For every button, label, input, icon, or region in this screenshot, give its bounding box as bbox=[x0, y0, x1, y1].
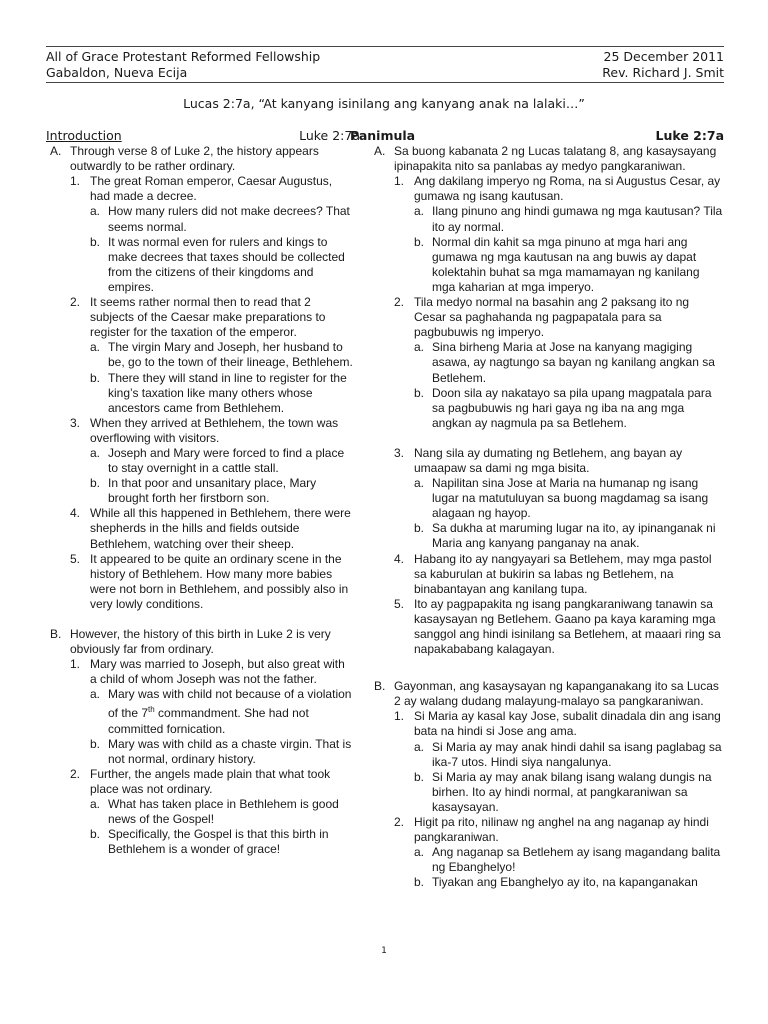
outline-subpoint: 3. Nang sila ay dumating ng Betlehem, ang bayan ay umaapaw sa dami ng mga bisita. a. Napilitan sina Jose at Maria na humanap ng isang lugar na matutuluyan sa buong magdamag sa isang alagaan ng hayop. b. Sa dukha at maruming lugar na ito, ay ipinanganak ni Maria ang kanyang panganay na anak. bbox=[394, 446, 724, 552]
outline-point-a: A. Sa buong kabanata 2 ng Lucas talatang 8, ang kasaysayang ipinapakita nito sa panlabas ay medyo pangkaraniwan. 1. Ang dakilang imperyo ng Roma, na si Augustus Cesar, ay gumawa ng isang kautusan. a. Ilang pinuno ang hindi gumawa ng mga kautusan? Tila ito ay normal. b. Normal din kahit sa mga pinuno at mga hari ang gumawa ng mga kautusan na ang buwis ay dapat kolektahin buhat sa mga mamamayan ng kanilang mga kaharian at mga imperyo. 2. Tila medyo normal na basahin ang 2 paksang ito ng Cesar sa paghahanda ng pagpapatala para sa pagbubuwis ng imperyo. a. Sina birheng Maria at Jose na kanyang magiging asawa, ay nagtungo sa bayan ng kanilang angkan sa Betlehem. b. Doon sila ay nakatayo sa pila upang magpatala para sa pagbubuwis ng hari gaya ng iba na ang mga angkan ay nagmula pa sa Betlehem. 3. Nang sila ay dumating ng Betlehem, ang bayan ay umaapaw sa dami ng mga bisita. a. Napilitan sina Jose at Maria na humanap ng isang lugar na matutuluyan sa buong magdamag sa isang alagaan ng hayop. b. Sa dukha at maruming lugar na ito, ay ipinanganak ni Maria ang kanyang panganay na anak. 4. Habang ito ay nangyayari sa Betlehem, may mga pastol sa kaburulan at bukirin sa labas ng Betlehem, na binabantayan ang kanilang tupa. 5. Ito ay pagpapakita ng isang pangkaraniwang tanawin sa kasaysayan ng Betlehem. Gaano pa kaya karaming mga sanggol ang hindi isinilang sa Betlehem, at maaari ring sa napakababang kalagayan. bbox=[374, 144, 723, 657]
outline-detail: a. Mary was with child not because of a violation of the 7th commandment. She had not committed fornication. bbox=[90, 687, 352, 736]
outline-detail: b. Mary was with child as a chaste virgin. That is not normal, ordinary history. bbox=[90, 736, 352, 766]
english-heading-row bbox=[46, 128, 360, 143]
outline-subpoint: 2. Tila medyo normal na basahin ang 2 paksang ito ng Cesar sa paghahanda ng pagpapatala para sa pagbubuwis ng imperyo. a. Sina birheng Maria at Jose na kanyang magiging asawa, ay nagtungo sa bayan ng kanilang angkan sa Betlehem. b. Doon sila ay nakatayo sa pila upang magpatala para sa pagbubuwis ng hari gaya ng iba na ang mga angkan ay nagmula pa sa Betlehem. bbox=[394, 295, 724, 431]
header-bottom-rule bbox=[46, 82, 724, 83]
outline-detail: b. Specifically, the Gospel is that this birth in Bethlehem is a wonder of grace! bbox=[90, 827, 329, 857]
header-place: Gabaldon, Nueva Ecija bbox=[46, 65, 188, 80]
outline-detail: a. The virgin Mary and Joseph, her husband to be, go to the town of their lineage, Bethlehem. bbox=[90, 340, 353, 370]
tagalog-column bbox=[350, 128, 724, 891]
outline-subpoint: 2. It seems rather normal then to read that 2 subjects of the Caesar make preparations to register for the taxation of the emperor. a. The virgin Mary and Joseph, her husband to be, go to the town of their lineage, Bethlehem. b. There they will stand in line to register for the king’s taxation like many others whose ancestors came from Bethlehem. bbox=[70, 295, 353, 415]
tagalog-heading: Panimula bbox=[350, 128, 416, 143]
outline-subpoint: 1. Si Maria ay kasal kay Jose, subalit dinadala din ang isang bata na hindi si Jose ang ama. a. Si Maria ay may anak hindi dahil sa isang paglabag sa ika-7 utos. Hindi siya nangalunya. b. Si Maria ay may anak bilang isang walang dungis na birhen. Ito ay hindi normal, at pangkaraniwan sa kasaysayan. bbox=[394, 709, 724, 815]
outline-point-text: Through verse 8 of Luke 2, the history appears outwardly to be rather ordinary. bbox=[70, 144, 319, 174]
sermon-title: Lucas 2:7a, “At kanyang isinilang ang kanyang anak na lalaki…” bbox=[183, 96, 585, 111]
outline-detail: a. Ang naganap sa Betlehem ay isang magandang balita ng Ebanghelyo! bbox=[414, 845, 721, 875]
outline-detail: b. Normal din kahit sa mga pinuno at mga hari ang gumawa ng mga kautusan na ang buwis ay dapat kolektahin buhat sa mga mamamayan ng kanilang mga kaharian at mga imperyo. bbox=[414, 234, 700, 294]
outline-detail: a. Napilitan sina Jose at Maria na humanap ng isang lugar na matutuluyan sa buong magdamag sa isang alagaan ng hayop. bbox=[414, 476, 709, 521]
outline-subpoint: 1. Ang dakilang imperyo ng Roma, na si Augustus Cesar, ay gumawa ng isang kautusan. a. Ilang pinuno ang hindi gumawa ng mga kautusan? Tila ito ay normal. b. Normal din kahit sa mga pinuno at mga hari ang gumawa ng mga kautusan na ang buwis ay dapat kolektahin buhat sa mga mamamayan ng kanilang mga kaharian at mga imperyo. bbox=[394, 174, 723, 294]
english-column bbox=[46, 128, 360, 857]
outline-detail: b. Sa dukha at maruming lugar na ito, ay ipinanganak ni Maria ang kanyang panganay na anak. bbox=[414, 521, 716, 551]
header-org: All of Grace Protestant Reformed Fellowship bbox=[46, 49, 321, 64]
outline-point-text: Gayonman, ang kasaysayan ng kapanganakang ito sa Lucas 2 ay walang dudang malayung-malayo sa pangkaraniwan. bbox=[394, 679, 719, 709]
outline-detail: a. Joseph and Mary were forced to find a place to stay overnight in a cattle stall. bbox=[90, 445, 345, 476]
outline-detail: a. Si Maria ay may anak hindi dahil sa isang paglabag sa ika-7 utos. Hindi siya nangalunya. bbox=[414, 739, 722, 769]
outline-point-text: Sa buong kabanata 2 ng Lucas talatang 8, ang kasaysayang ipinapakita nito sa panlabas ay medyo pangkaraniwan. bbox=[394, 144, 717, 174]
page-number: 1 bbox=[381, 946, 387, 956]
outline-detail: b. In that poor and unsanitary place, Mary brought forth her firstborn son. bbox=[90, 476, 317, 506]
header-author: Rev. Richard J. Smit bbox=[602, 65, 724, 80]
outline-detail: b. Si Maria ay may anak bilang isang walang dungis na birhen. Ito ay hindi normal, at pangkaraniwan sa kasaysayan. bbox=[414, 769, 712, 814]
outline-subpoint: 4. While all this happened in Bethlehem, there were shepherds in the hills and fields outside Bethlehem, watching over their sheep. bbox=[70, 506, 351, 551]
outline-point-b: B. However, the history of this birth in Luke 2 is very obviously far from ordinary. 1. Mary was married to Joseph, but also great with a child of whom Joseph was not the father. a. Mary was with child not because of a violation of the 7th commandment. She had not committed fornication. b. Mary was with child as a chaste virgin. That is not normal, ordinary history. 2. Further, the angels made plain that what took place was not ordinary. a. What has taken place in Bethlehem is good news of the Gospel! b. Specifically, the Gospel is that this birth in Bethlehem is a wonder of grace! bbox=[46, 627, 354, 857]
outline-detail: a. What has taken place in Bethlehem is good news of the Gospel! bbox=[90, 797, 339, 827]
outline-subpoint: 1. The great Roman emperor, Caesar Augustus, had made a decree. a. How many rulers did not make decrees? That seems normal. b. It was normal even for rulers and kings to make decrees that taxes should be collected from the citizens of their kingdoms and empires. bbox=[70, 174, 354, 295]
outline-subpoint: 2. Higit pa rito, nilinaw ng anghel na ang naganap ay hindi pangkaraniwan. a. Ang naganap sa Betlehem ay isang magandang balita ng Ebanghelyo! b. Tiyakan ang Ebanghelyo ay ito, na kapanganakan bbox=[394, 815, 724, 890]
outline-subpoint: 5. It appeared to be quite an ordinary scene in the history of Bethlehem. How many more babies were not born in Bethlehem, and possibly also in very lowly conditions. bbox=[70, 551, 349, 611]
outline-detail: b. It was normal even for rulers and kings to make decrees that taxes should be collected from the citizens of their kingdoms and empires. bbox=[90, 234, 345, 294]
outline-point-text: However, the history of this birth in Luke 2 is very obviously far from ordinary. bbox=[70, 627, 331, 657]
header-top-rule bbox=[46, 46, 724, 47]
outline-subpoint: 3. When they arrived at Bethlehem, the town was overflowing with visitors. a. Joseph and Mary were forced to find a place to stay overnight in a cattle stall. b. In that poor and unsanitary place, Mary brought forth her firstborn son. bbox=[70, 416, 354, 507]
outline-detail: a. Ilang pinuno ang hindi gumawa ng mga kautusan? Tila ito ay normal. bbox=[414, 204, 723, 234]
outline-subpoint: 2. Further, the angels made plain that what took place was not ordinary. a. What has taken place in Bethlehem is good news of the Gospel! b. Specifically, the Gospel is that this birth in Bethlehem is a wonder of grace! bbox=[70, 767, 354, 858]
outline-subpoint: 5. Ito ay pagpapakita ng isang pangkaraniwang tanawin sa kasaysayan ng Betlehem. Gaano pa kaya karaming mga sanggol ang hindi isinilang sa Betlehem, at maaari ring sa napakababang kalagayan. bbox=[394, 596, 721, 657]
outline-point-a: A. Through verse 8 of Luke 2, the history appears outwardly to be rather ordinary. 1. The great Roman emperor, Caesar Augustus, had made a decree. a. How many rulers did not make decrees? That seems normal. b. It was normal even for rulers and kings to make decrees that taxes should be collected from the citizens of their kingdoms and empires. 2. It seems rather normal then to read that 2 subjects of the Caesar make preparations to register for the taxation of the emperor. a. The virgin Mary and Joseph, her husband to be, go to the town of their lineage, Bethlehem. b. There they will stand in line to register for the king’s taxation like many others whose ancestors came from Bethlehem. 3. When they arrived at Bethlehem, the town was overflowing with visitors. a. Joseph and Mary were forced to find a place to stay overnight in a cattle stall. b. In that poor and unsanitary place, Mary brought forth her firstborn son. 4. While all this happened in Bethlehem, there were shepherds in the hills and fields outside Bethlehem, watching over their sheep. 5. It appeared to be quite an ordinary scene in the history of Bethlehem. How many more babies were not born in Bethlehem, and possibly also in very lowly conditions. bbox=[50, 144, 353, 611]
outline-detail: b. Tiyakan ang Ebanghelyo ay ito, na kapanganakan bbox=[414, 875, 698, 890]
spacer bbox=[46, 612, 354, 627]
outline-subpoint: 1. Mary was married to Joseph, but also great with a child of whom Joseph was not the father. a. Mary was with child not because of a violation of the 7th commandment. She had not committed fornication. b. Mary was with child as a chaste virgin. That is not normal, ordinary history. bbox=[70, 657, 354, 767]
spacer bbox=[370, 657, 724, 679]
header-date: 25 December 2011 bbox=[603, 49, 724, 64]
outline-detail: b. There they will stand in line to register for the king’s taxation like many others whose ancestors came from Bethlehem. bbox=[90, 370, 347, 415]
english-reference: Luke 2:7a bbox=[299, 128, 360, 143]
outline-detail: a. Sina birheng Maria at Jose na kanyang magiging asawa, ay nagtungo sa bayan ng kanilang angkan sa Betlehem. bbox=[414, 340, 715, 385]
english-heading: Introduction bbox=[46, 128, 122, 143]
outline-subpoint: 4. Habang ito ay nangyayari sa Betlehem, may mga pastol sa kaburulan at bukirin sa labas ng Betlehem, na binabantayan ang kanilang tupa. bbox=[394, 551, 712, 596]
spacer bbox=[394, 431, 724, 446]
outline-detail: a. How many rulers did not make decrees? That seems normal. bbox=[90, 204, 350, 234]
outline-detail: b. Doon sila ay nakatayo sa pila upang magpatala para sa pagbubuwis ng hari gaya ng iba na ang mga angkan ay nagmula pa sa Betlehem. bbox=[414, 385, 712, 430]
outline-point-b: B. Gayonman, ang kasaysayan ng kapanganakang ito sa Lucas 2 ay walang dudang malayung-malayo sa pangkaraniwan. 1. Si Maria ay kasal kay Jose, subalit dinadala din ang isang bata na hindi si Jose ang ama. a. Si Maria ay may anak hindi dahil sa isang paglabag sa ika-7 utos. Hindi siya nangalunya. b. Si Maria ay may anak bilang isang walang dungis na birhen. Ito ay hindi normal, at pangkaraniwan sa kasaysayan. 2. Higit pa rito, nilinaw ng anghel na ang naganap ay hindi pangkaraniwan. a. Ang naganap sa Betlehem ay isang magandang balita ng Ebanghelyo! b. Tiyakan ang Ebanghelyo ay ito, na kapanganakan bbox=[370, 679, 724, 890]
tagalog-reference: Luke 2:7a bbox=[655, 128, 724, 143]
tagalog-heading-row bbox=[350, 128, 724, 143]
